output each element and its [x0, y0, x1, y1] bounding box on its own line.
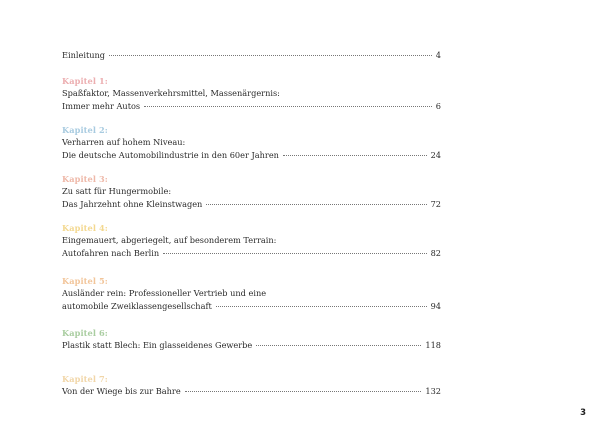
entry-title: Immer mehr Autos — [62, 100, 141, 111]
toc-line — [62, 198, 441, 211]
leader-dots — [206, 203, 426, 205]
toc-entry-chapter-6 — [62, 327, 441, 352]
toc-line — [62, 339, 441, 352]
chapter-label: Kapitel 6: — [62, 328, 108, 338]
page-number: 72 — [430, 198, 441, 209]
chapter-label: Kapitel 3: — [62, 174, 108, 184]
toc-entry-chapter-3 — [62, 173, 441, 210]
chapter-label: Kapitel 2: — [62, 125, 108, 135]
chapter-label: Kapitel 5: — [62, 276, 108, 286]
page-number: 82 — [430, 247, 441, 258]
page-number: 4 — [435, 50, 441, 60]
leader-dots — [216, 305, 427, 307]
chapter-label: Kapitel 4: — [62, 223, 108, 233]
toc-entry-chapter-7 — [62, 373, 441, 398]
page-number: 132 — [425, 386, 441, 396]
leader-dots — [109, 54, 432, 56]
toc-line — [62, 300, 441, 313]
toc-line — [62, 149, 441, 162]
entry-title: Autofahren nach Berlin — [62, 247, 160, 258]
folio-page-number: 3 — [580, 408, 586, 418]
entry-title: Von der Wiege bis zur Bahre — [62, 386, 181, 396]
leader-dots — [163, 252, 426, 254]
toc-line — [62, 247, 441, 260]
toc-line — [62, 49, 441, 62]
page-number: 118 — [425, 340, 441, 350]
entry-title: Die deutsche Automobilindustrie in den 60er Jahren — [62, 149, 279, 160]
toc-line — [62, 385, 441, 398]
page-number: 24 — [430, 149, 441, 160]
entry-title-line — [62, 136, 441, 149]
entry-title: Verharren auf hohem Niveau: — [62, 137, 186, 147]
entry-title: Einleitung — [62, 50, 106, 60]
page-number: 94 — [430, 300, 441, 311]
entry-title-line — [62, 287, 441, 300]
entry-title: Das Jahrzehnt ohne Kleinstwagen — [62, 198, 203, 209]
leader-dots — [283, 154, 427, 156]
toc-entry-chapter-1 — [62, 75, 441, 112]
leader-dots — [144, 105, 432, 107]
toc-entry-chapter-5 — [62, 275, 441, 312]
chapter-label: Kapitel 1: — [62, 76, 108, 86]
entry-title-line — [62, 87, 441, 100]
entry-title-line — [62, 234, 441, 247]
toc-line — [62, 100, 441, 113]
entry-title: Eingemauert, abgeriegelt, auf besonderem Terrain: — [62, 235, 277, 245]
page-number: 6 — [435, 100, 441, 111]
leader-dots — [185, 390, 422, 392]
entry-title: Plastik statt Blech: Ein glasseidenes Gewerbe — [62, 340, 253, 350]
toc-entry-intro — [62, 49, 441, 62]
toc-entry-chapter-4 — [62, 222, 441, 259]
entry-title: Ausländer rein: Professioneller Vertrieb und eine — [62, 288, 267, 298]
entry-title-line — [62, 185, 441, 198]
leader-dots — [256, 344, 421, 346]
entry-title: automobile Zweiklassengesellschaft — [62, 300, 212, 311]
entry-title: Zu satt für Hungermobile: — [62, 186, 172, 196]
toc-entry-chapter-2 — [62, 124, 441, 161]
entry-title: Spaßfaktor, Massenverkehrsmittel, Massenärgernis: — [62, 88, 280, 98]
chapter-label: Kapitel 7: — [62, 374, 108, 384]
